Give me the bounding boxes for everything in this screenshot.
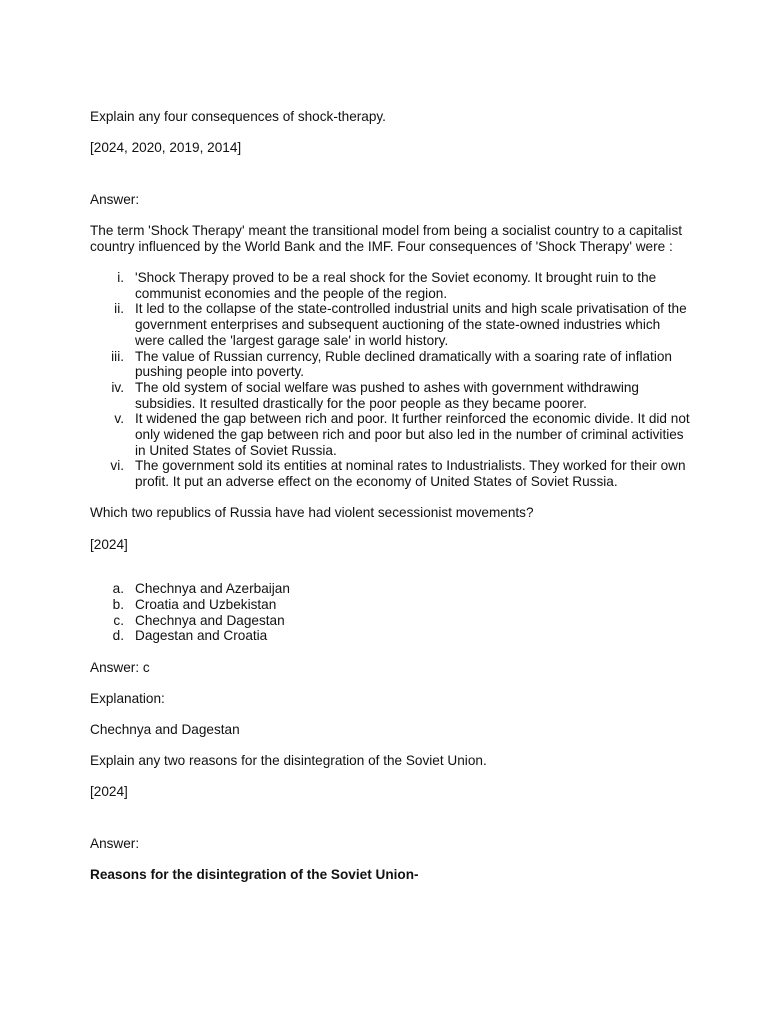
option-item [90, 628, 690, 644]
explanation-text: Chechnya and Dagestan [90, 721, 240, 737]
question-1: Explain any four consequences of shock-therapy. [90, 109, 386, 124]
question-3-years: [2024] [90, 784, 128, 800]
list-marker: iv. [111, 379, 124, 395]
list-marker: vi. [110, 458, 124, 474]
list-marker: i. [117, 270, 124, 286]
option-marker: a. [112, 581, 124, 597]
list-marker: iii. [111, 348, 124, 364]
option-item [90, 613, 690, 629]
answer-2: Answer: c [90, 659, 150, 675]
list-item-text: 'Shock Therapy proved to be a real shock for the Soviet economy. It brought ruin to the communist economies and the people of the region. [135, 270, 657, 301]
option-text: Chechnya and Azerbaijan [135, 581, 290, 597]
list-item [90, 301, 690, 348]
list-item [90, 458, 690, 489]
list-item [90, 380, 690, 411]
consequences-list [90, 270, 690, 490]
option-marker: b. [112, 596, 124, 612]
option-text: Chechnya and Dagestan [135, 612, 285, 628]
list-marker: v. [114, 411, 124, 427]
list-item [90, 411, 690, 458]
list-item [90, 270, 690, 301]
option-marker: d. [112, 628, 124, 644]
option-item [90, 581, 690, 597]
option-text: Croatia and Uzbekistan [135, 596, 277, 612]
list-item-text: The value of Russian currency, Ruble declined dramatically with a soaring rate of inflation pushing people into poverty. [135, 348, 672, 380]
answer-3-heading: Reasons for the disintegration of the Soviet Union- [90, 867, 419, 883]
list-item-text: The government sold its entities at nominal rates to Industrialists. They worked for their own profit. It put an adverse effect on the economy of United States of Soviet Russia. [135, 458, 686, 490]
option-marker: c. [113, 612, 124, 628]
answer-3-label: Answer: [90, 836, 140, 852]
answer-1-label: Answer: [90, 191, 140, 207]
explanation-label: Explanation: [90, 690, 165, 706]
list-marker: ii. [114, 301, 124, 317]
options-list [90, 581, 690, 644]
question-1-years: [2024, 2020, 2019, 2014] [90, 140, 242, 156]
question-2: Which two republics of Russia have had violent secessionist movements? [90, 505, 534, 521]
list-item-text: It widened the gap between rich and poor. It further reinforced the economic divide. It did not only widened the gap between rich and poor but also led in the number of criminal activities in United States of Soviet Russia. [135, 411, 690, 458]
option-item [90, 597, 690, 613]
answer-1-intro: The term 'Shock Therapy' meant the transitional model from being a socialist country to a capitalist country influenced by the World Bank and the IMF. Four consequences of 'Shock Therapy' were : [90, 223, 683, 254]
list-item-text: The old system of social welfare was pushed to ashes with government withdrawing subsidies. It resulted drastically for the poor people as they became poorer. [135, 379, 639, 411]
option-text: Dagestan and Croatia [135, 628, 268, 644]
question-2-years: [2024] [90, 536, 128, 552]
list-item [90, 349, 690, 380]
document-page [90, 109, 690, 899]
list-item-text: It led to the collapse of the state-controlled industrial units and high scale privatisation of the government enterprises and subsequent auctioning of the state-owned industries which were called the 'largest garage sale' in world history. [135, 301, 687, 348]
question-3: Explain any two reasons for the disintegration of the Soviet Union. [90, 753, 487, 769]
